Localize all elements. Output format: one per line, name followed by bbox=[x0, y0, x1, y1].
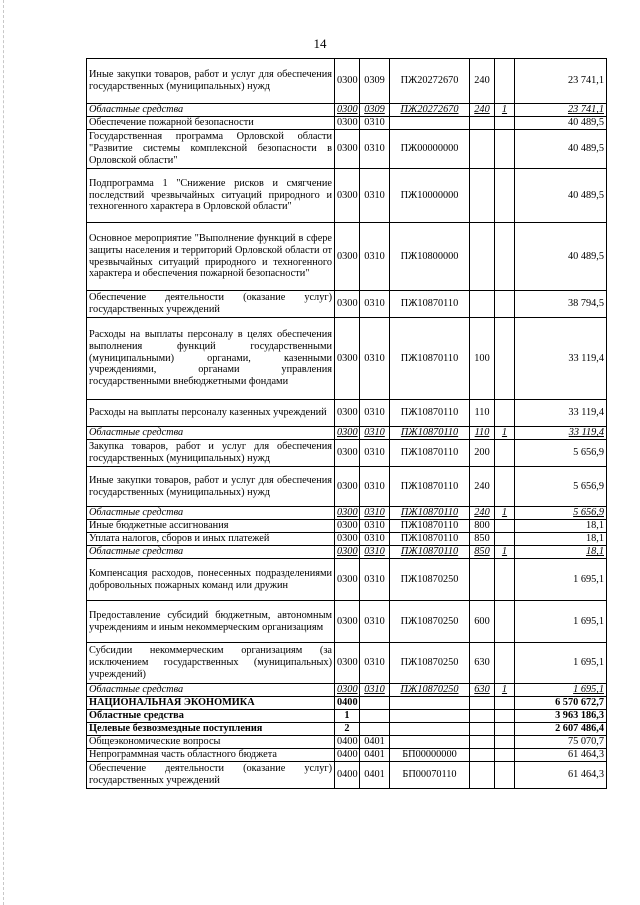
target-article-cell bbox=[390, 723, 470, 736]
target-article-cell: БП00000000 bbox=[390, 749, 470, 762]
expense-type-cell bbox=[470, 723, 495, 736]
funding-source-cell bbox=[495, 710, 515, 723]
row-name-cell: Общеэкономические вопросы bbox=[87, 736, 335, 749]
subsection-code-cell: 0310 bbox=[360, 318, 390, 400]
row-name-cell: Иные закупки товаров, работ и услуг для обеспечения государственных (муниципальных) нужд bbox=[87, 467, 335, 507]
row-name-cell: Целевые безвозмездные поступления bbox=[87, 723, 335, 736]
amount-cell: 23 741,1 bbox=[515, 59, 607, 104]
expense-type-cell: 800 bbox=[470, 520, 495, 533]
expense-type-cell: 240 bbox=[470, 467, 495, 507]
amount-cell: 23 741,1 bbox=[515, 104, 607, 117]
expense-type-cell: 110 bbox=[470, 427, 495, 440]
section-code-cell: 0300 bbox=[335, 427, 360, 440]
subsection-code-cell: 0310 bbox=[360, 169, 390, 223]
expense-type-cell: 240 bbox=[470, 507, 495, 520]
funding-source-cell bbox=[495, 169, 515, 223]
funding-source-cell bbox=[495, 533, 515, 546]
target-article-cell: ПЖ10870110 bbox=[390, 291, 470, 318]
table-row bbox=[87, 291, 607, 318]
section-code-cell: 0300 bbox=[335, 169, 360, 223]
section-code-cell: 2 bbox=[335, 723, 360, 736]
budget-table bbox=[86, 58, 607, 789]
table-row bbox=[87, 440, 607, 467]
row-name-cell: Предоставление субсидий бюджетным, автономным учреждениям и иным некоммерческим организациям bbox=[87, 601, 335, 643]
section-code-cell: 0300 bbox=[335, 507, 360, 520]
expense-type-cell bbox=[470, 697, 495, 710]
row-name-cell: Компенсация расходов, понесенных подразделениями добровольных пожарных команд или дружин bbox=[87, 559, 335, 601]
funding-source-cell bbox=[495, 291, 515, 318]
expense-type-cell bbox=[470, 130, 495, 169]
target-article-cell bbox=[390, 697, 470, 710]
target-article-cell bbox=[390, 117, 470, 130]
table-row bbox=[87, 467, 607, 507]
amount-cell: 3 963 186,3 bbox=[515, 710, 607, 723]
subsection-code-cell bbox=[360, 723, 390, 736]
section-code-cell: 0300 bbox=[335, 601, 360, 643]
target-article-cell: ПЖ10870250 bbox=[390, 559, 470, 601]
subsection-code-cell: 0310 bbox=[360, 427, 390, 440]
amount-cell: 1 695,1 bbox=[515, 559, 607, 601]
subsection-code-cell bbox=[360, 710, 390, 723]
table-row bbox=[87, 117, 607, 130]
funding-source-cell bbox=[495, 318, 515, 400]
section-code-cell: 0300 bbox=[335, 59, 360, 104]
amount-cell: 18,1 bbox=[515, 520, 607, 533]
section-code-cell: 1 bbox=[335, 710, 360, 723]
target-article-cell: ПЖ00000000 bbox=[390, 130, 470, 169]
table-row bbox=[87, 697, 607, 710]
target-article-cell: ПЖ20272670 bbox=[390, 59, 470, 104]
subsection-code-cell: 0310 bbox=[360, 440, 390, 467]
target-article-cell: ПЖ10870110 bbox=[390, 520, 470, 533]
section-code-cell: 0300 bbox=[335, 643, 360, 684]
subsection-code-cell: 0401 bbox=[360, 762, 390, 789]
target-article-cell: ПЖ10870110 bbox=[390, 467, 470, 507]
funding-source-cell bbox=[495, 59, 515, 104]
expense-type-cell bbox=[470, 559, 495, 601]
row-name-cell: Уплата налогов, сборов и иных платежей bbox=[87, 533, 335, 546]
amount-cell: 33 119,4 bbox=[515, 318, 607, 400]
target-article-cell: ПЖ10870110 bbox=[390, 440, 470, 467]
target-article-cell: ПЖ10870250 bbox=[390, 601, 470, 643]
subsection-code-cell: 0310 bbox=[360, 117, 390, 130]
row-name-cell: Расходы на выплаты персоналу в целях обеспечения выполнения функций государственными (муниципальными) органами, казенными учреждениями, органами управления государственными внебюджетными фондами bbox=[87, 318, 335, 400]
page-number: 14 bbox=[313, 36, 327, 51]
target-article-cell bbox=[390, 710, 470, 723]
subsection-code-cell: 0310 bbox=[360, 130, 390, 169]
funding-source-cell bbox=[495, 117, 515, 130]
target-article-cell bbox=[390, 736, 470, 749]
target-article-cell: ПЖ10870110 bbox=[390, 318, 470, 400]
subsection-code-cell: 0401 bbox=[360, 736, 390, 749]
section-code-cell: 0300 bbox=[335, 546, 360, 559]
expense-type-cell bbox=[470, 762, 495, 789]
section-code-cell: 0300 bbox=[335, 117, 360, 130]
funding-source-cell: 1 bbox=[495, 427, 515, 440]
section-code-cell: 0300 bbox=[335, 104, 360, 117]
amount-cell: 5 656,9 bbox=[515, 507, 607, 520]
row-name-cell: Государственная программа Орловской области "Развитие системы комплексной безопасности в Орловской области" bbox=[87, 130, 335, 169]
subsection-code-cell: 0310 bbox=[360, 559, 390, 601]
amount-cell: 40 489,5 bbox=[515, 130, 607, 169]
amount-cell: 33 119,4 bbox=[515, 400, 607, 427]
funding-source-cell bbox=[495, 749, 515, 762]
expense-type-cell: 110 bbox=[470, 400, 495, 427]
row-name-cell: Расходы на выплаты персоналу казенных учреждений bbox=[87, 400, 335, 427]
expense-type-cell bbox=[470, 736, 495, 749]
table-row bbox=[87, 59, 607, 104]
amount-cell: 40 489,5 bbox=[515, 169, 607, 223]
section-code-cell: 0300 bbox=[335, 400, 360, 427]
target-article-cell: ПЖ10870110 bbox=[390, 546, 470, 559]
section-code-cell: 0300 bbox=[335, 467, 360, 507]
section-code-cell: 0400 bbox=[335, 736, 360, 749]
expense-type-cell: 240 bbox=[470, 104, 495, 117]
table-row bbox=[87, 643, 607, 684]
section-code-cell: 0300 bbox=[335, 291, 360, 318]
section-code-cell: 0300 bbox=[335, 440, 360, 467]
table-row bbox=[87, 130, 607, 169]
section-code-cell: 0300 bbox=[335, 130, 360, 169]
funding-source-cell bbox=[495, 400, 515, 427]
table-row bbox=[87, 520, 607, 533]
section-code-cell: 0300 bbox=[335, 684, 360, 697]
funding-source-cell bbox=[495, 467, 515, 507]
subsection-code-cell: 0310 bbox=[360, 643, 390, 684]
table-row bbox=[87, 223, 607, 291]
table-row bbox=[87, 559, 607, 601]
target-article-cell: ПЖ10870110 bbox=[390, 400, 470, 427]
section-code-cell: 0300 bbox=[335, 520, 360, 533]
funding-source-cell bbox=[495, 697, 515, 710]
expense-type-cell: 200 bbox=[470, 440, 495, 467]
subsection-code-cell: 0310 bbox=[360, 467, 390, 507]
target-article-cell: ПЖ10870110 bbox=[390, 507, 470, 520]
subsection-code-cell: 0310 bbox=[360, 546, 390, 559]
section-code-cell: 0300 bbox=[335, 223, 360, 291]
row-name-cell: Обеспечение деятельности (оказание услуг) государственных учреждений bbox=[87, 762, 335, 789]
target-article-cell: ПЖ20272670 bbox=[390, 104, 470, 117]
funding-source-cell bbox=[495, 130, 515, 169]
amount-cell: 18,1 bbox=[515, 546, 607, 559]
target-article-cell: ПЖ10870250 bbox=[390, 684, 470, 697]
target-article-cell: БП00070110 bbox=[390, 762, 470, 789]
section-code-cell: 0300 bbox=[335, 318, 360, 400]
table-row bbox=[87, 749, 607, 762]
funding-source-cell bbox=[495, 723, 515, 736]
table-row bbox=[87, 169, 607, 223]
section-code-cell: 0400 bbox=[335, 697, 360, 710]
table-row bbox=[87, 533, 607, 546]
row-name-cell: НАЦИОНАЛЬНАЯ ЭКОНОМИКА bbox=[87, 697, 335, 710]
amount-cell: 75 070,7 bbox=[515, 736, 607, 749]
row-name-cell: Субсидии некоммерческим организациям (за исключением государственных (муниципальных) учреждений) bbox=[87, 643, 335, 684]
funding-source-cell bbox=[495, 643, 515, 684]
funding-source-cell bbox=[495, 762, 515, 789]
row-name-cell: Иные бюджетные ассигнования bbox=[87, 520, 335, 533]
amount-cell: 33 119,4 bbox=[515, 427, 607, 440]
funding-source-cell: 1 bbox=[495, 507, 515, 520]
subsection-code-cell: 0401 bbox=[360, 749, 390, 762]
target-article-cell: ПЖ10870110 bbox=[390, 427, 470, 440]
funding-source-cell bbox=[495, 601, 515, 643]
row-name-cell: Основное мероприятие "Выполнение функций в сфере защиты населения и территорий Орловской области от чрезвычайных ситуаций природного и техногенного характера и обеспечения пожарной безопасности" bbox=[87, 223, 335, 291]
amount-cell: 40 489,5 bbox=[515, 223, 607, 291]
row-name-cell: Иные закупки товаров, работ и услуг для обеспечения государственных (муниципальных) нужд bbox=[87, 59, 335, 104]
amount-cell: 5 656,9 bbox=[515, 440, 607, 467]
target-article-cell: ПЖ10870250 bbox=[390, 643, 470, 684]
funding-source-cell bbox=[495, 440, 515, 467]
table-row bbox=[87, 762, 607, 789]
amount-cell: 1 695,1 bbox=[515, 601, 607, 643]
amount-cell: 1 695,1 bbox=[515, 643, 607, 684]
section-code-cell: 0400 bbox=[335, 749, 360, 762]
amount-cell: 2 607 486,4 bbox=[515, 723, 607, 736]
amount-cell: 61 464,3 bbox=[515, 749, 607, 762]
target-article-cell: ПЖ10870110 bbox=[390, 533, 470, 546]
expense-type-cell: 100 bbox=[470, 318, 495, 400]
subsection-code-cell: 0310 bbox=[360, 400, 390, 427]
section-code-cell: 0400 bbox=[335, 762, 360, 789]
section-code-cell: 0300 bbox=[335, 533, 360, 546]
scan-edge-artifact bbox=[3, 0, 5, 905]
subsection-code-cell: 0309 bbox=[360, 104, 390, 117]
funding-source-cell: 1 bbox=[495, 684, 515, 697]
target-article-cell: ПЖ10000000 bbox=[390, 169, 470, 223]
row-name-cell: Обеспечение пожарной безопасности bbox=[87, 117, 335, 130]
table-row bbox=[87, 427, 607, 440]
expense-type-cell bbox=[470, 291, 495, 318]
funding-source-cell bbox=[495, 736, 515, 749]
subsection-code-cell: 0310 bbox=[360, 507, 390, 520]
expense-type-cell bbox=[470, 223, 495, 291]
table-row bbox=[87, 684, 607, 697]
amount-cell: 5 656,9 bbox=[515, 467, 607, 507]
subsection-code-cell bbox=[360, 697, 390, 710]
row-name-cell: Подпрограмма 1 "Снижение рисков и смягчение последствий чрезвычайных ситуаций природного и техногенного характера в Орловской области" bbox=[87, 169, 335, 223]
row-name-cell: Областные средства bbox=[87, 684, 335, 697]
budget-table-body bbox=[87, 59, 607, 789]
table-row bbox=[87, 736, 607, 749]
subsection-code-cell: 0310 bbox=[360, 223, 390, 291]
amount-cell: 18,1 bbox=[515, 533, 607, 546]
subsection-code-cell: 0310 bbox=[360, 533, 390, 546]
section-code-cell: 0300 bbox=[335, 559, 360, 601]
expense-type-cell bbox=[470, 169, 495, 223]
funding-source-cell: 1 bbox=[495, 546, 515, 559]
funding-source-cell bbox=[495, 559, 515, 601]
funding-source-cell: 1 bbox=[495, 104, 515, 117]
amount-cell: 6 570 672,7 bbox=[515, 697, 607, 710]
amount-cell: 61 464,3 bbox=[515, 762, 607, 789]
table-row bbox=[87, 710, 607, 723]
row-name-cell: Непрограммная часть областного бюджета bbox=[87, 749, 335, 762]
subsection-code-cell: 0310 bbox=[360, 291, 390, 318]
table-row bbox=[87, 104, 607, 117]
expense-type-cell: 600 bbox=[470, 601, 495, 643]
target-article-cell: ПЖ10800000 bbox=[390, 223, 470, 291]
expense-type-cell bbox=[470, 117, 495, 130]
row-name-cell: Областные средства bbox=[87, 104, 335, 117]
table-row bbox=[87, 601, 607, 643]
expense-type-cell: 850 bbox=[470, 533, 495, 546]
expense-type-cell: 850 bbox=[470, 546, 495, 559]
row-name-cell: Областные средства bbox=[87, 507, 335, 520]
subsection-code-cell: 0309 bbox=[360, 59, 390, 104]
amount-cell: 38 794,5 bbox=[515, 291, 607, 318]
table-row bbox=[87, 400, 607, 427]
expense-type-cell bbox=[470, 749, 495, 762]
row-name-cell: Обеспечение деятельности (оказание услуг) государственных учреждений bbox=[87, 291, 335, 318]
amount-cell: 40 489,5 bbox=[515, 117, 607, 130]
subsection-code-cell: 0310 bbox=[360, 684, 390, 697]
expense-type-cell bbox=[470, 710, 495, 723]
subsection-code-cell: 0310 bbox=[360, 601, 390, 643]
row-name-cell: Областные средства bbox=[87, 710, 335, 723]
funding-source-cell bbox=[495, 520, 515, 533]
table-row bbox=[87, 546, 607, 559]
row-name-cell: Областные средства bbox=[87, 546, 335, 559]
expense-type-cell: 240 bbox=[470, 59, 495, 104]
amount-cell: 1 695,1 bbox=[515, 684, 607, 697]
table-row bbox=[87, 723, 607, 736]
table-row bbox=[87, 318, 607, 400]
table-row bbox=[87, 507, 607, 520]
row-name-cell: Закупка товаров, работ и услуг для обеспечения государственных (муниципальных) нужд bbox=[87, 440, 335, 467]
expense-type-cell: 630 bbox=[470, 643, 495, 684]
row-name-cell: Областные средства bbox=[87, 427, 335, 440]
expense-type-cell: 630 bbox=[470, 684, 495, 697]
funding-source-cell bbox=[495, 223, 515, 291]
subsection-code-cell: 0310 bbox=[360, 520, 390, 533]
